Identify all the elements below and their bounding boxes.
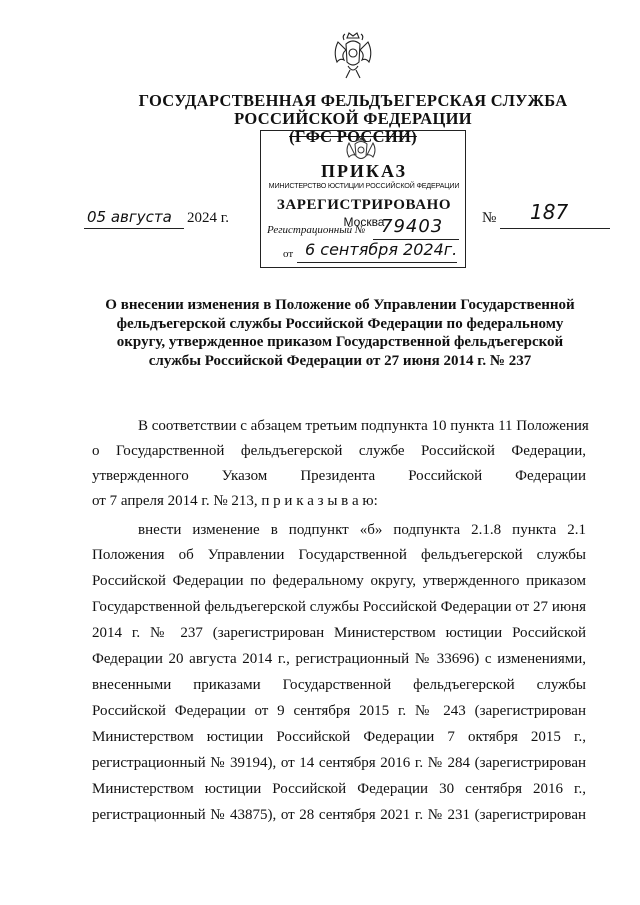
body-line: Министерством юстиции Российской Федерации 30 сентября 2016 г., (92, 781, 586, 797)
body-line: 2014 г. № 237 (зарегистрирован Министерством юстиции Российской (92, 625, 586, 641)
registration-date-label: от (283, 248, 294, 260)
regdate-underline (297, 262, 457, 263)
body-line: Российской Федерации по федеральному округу, утвержденного приказом (92, 573, 586, 589)
body-line: Положения об Управлении Государственной фельдъегерской службы (92, 547, 586, 563)
registration-date: 6 сентября 2024г. (305, 240, 458, 259)
org-name-line2: РОССИЙСКОЙ ФЕДЕРАЦИИ (234, 109, 472, 128)
body-line: Российской Федерации от 9 сентября 2015 г. № 243 (зарегистрирован (92, 703, 586, 719)
body-line: внесенными приказами Государственной фельдъегерской службы (92, 677, 586, 693)
order-date-underline (84, 228, 184, 229)
order-number-handwritten: 187 (530, 200, 569, 224)
registered-label: ЗАРЕГИСТРИРОВАНО (276, 197, 452, 213)
title-line: службы Российской Федерации от 27 июня 2014 г. № 237 (148, 352, 532, 369)
registration-stamp (260, 130, 466, 268)
title-line: округу, утвержденное приказом Государственной фельдъегерской (116, 334, 564, 350)
body-line: внести изменение в подпункт «б» подпункта 2.1.8 пункта 2.1 (138, 522, 586, 538)
title-line: фельдъегерской службы Российской Федерации по федеральному (116, 315, 564, 332)
title-line: О внесении изменения в Положение об Управлении Государственной (105, 297, 575, 313)
order-year: 2024 г. (187, 210, 229, 226)
body-line: В соответствии с абзацем третьим подпункта 10 пункта 11 Положения (138, 418, 589, 434)
body-line: от 7 апреля 2014 г. № 213, п р и к а з ы в а ю: (92, 493, 378, 509)
ministry-name: МИНИСТЕРСТВО ЮСТИЦИИ РОССИЙСКОЙ ФЕДЕРАЦИИ (268, 181, 460, 190)
body-line: Государственной фельдъегерской службы Российской Федерации от 27 июня (92, 599, 586, 615)
body-line: Федерации 20 августа 2014 г., регистрационный № 33696) с изменениями, (92, 651, 586, 667)
order-title: ПРИКАЗ (320, 161, 408, 181)
order-number-underline (500, 228, 610, 229)
body-line: Министерством юстиции Российской Федерации 7 октября 2015 г., (92, 729, 586, 745)
document-title (80, 296, 600, 370)
body-line: регистрационный № 39194), от 14 сентября 2016 г. № 284 (зарегистрирован (92, 755, 586, 771)
registration-number: 79403 (381, 216, 444, 237)
body-line: регистрационный № 43875), от 28 сентября 2021 г. № 231 (зарегистрирован (92, 807, 586, 823)
registration-number-label: Регистрационный № (267, 224, 366, 236)
state-emblem-icon (330, 28, 376, 82)
body-line: утвержденного Указом Президента Российской Федерации (92, 468, 586, 484)
org-name-line1: ГОСУДАРСТВЕННАЯ ФЕЛЬДЪЕГЕРСКАЯ СЛУЖБА (138, 91, 568, 110)
order-number-label: № (482, 210, 497, 226)
body-line: о Государственной фельдъегерской службе Российской Федерации, (92, 443, 586, 459)
org-abbreviation: (ГФС РОССИИ) (289, 127, 417, 146)
order-date-handwritten: 05 августа (87, 208, 172, 226)
stamp-city: Москва (343, 215, 385, 229)
